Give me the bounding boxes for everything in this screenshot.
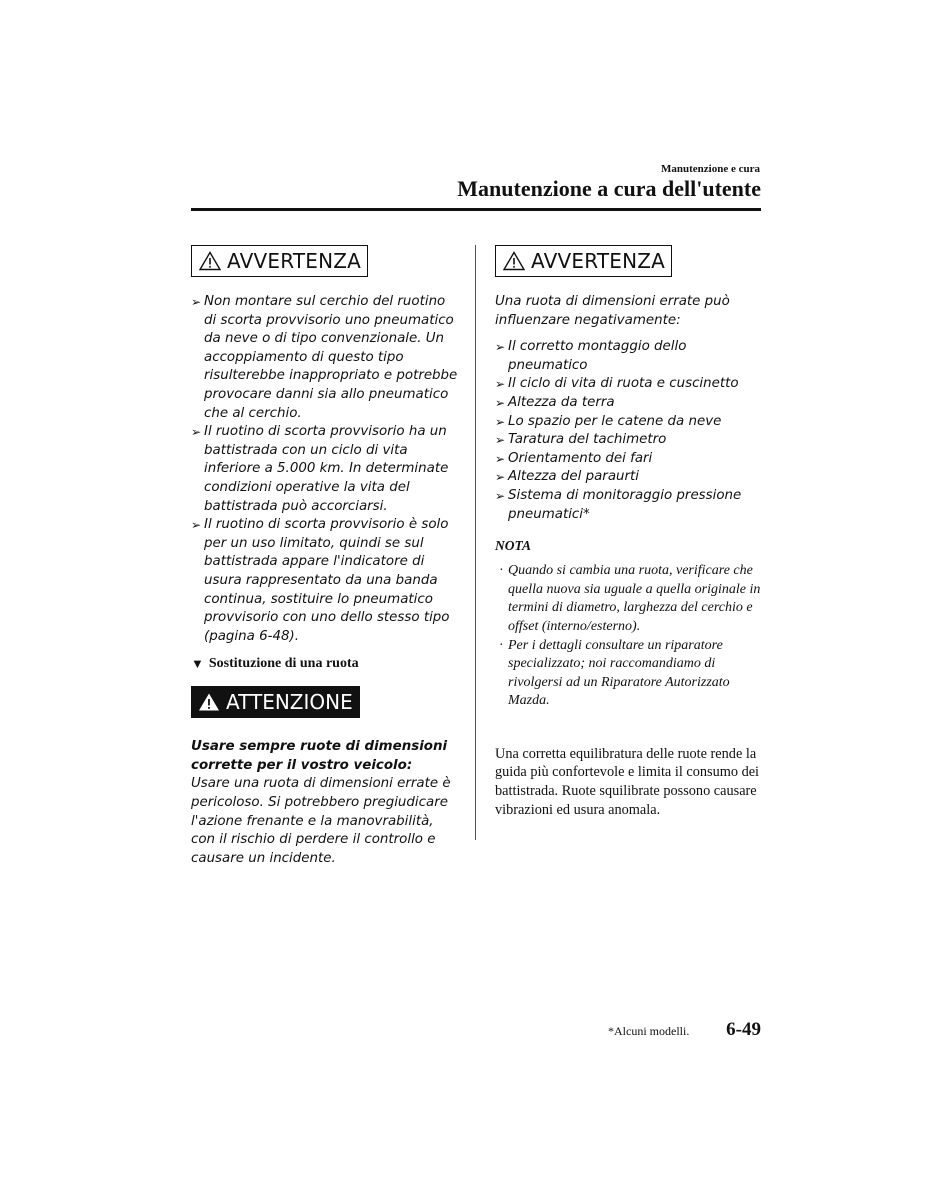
triangle-down-icon: ▼ [191,656,204,672]
caution-heading: Usare sempre ruote di dimensioni corrette per il vostro veicolo: [191,739,448,773]
warning-triangle-icon [199,251,221,271]
list-item: ➢ Altezza da terra [495,394,763,413]
section-label: Manutenzione e cura [661,163,760,175]
list-item: ➢ Orientamento dei fari [495,450,763,469]
arrowhead-bullet-icon: ➢ [495,395,506,410]
list-item: ➢ Il ruotino di scorta provvisorio ha un battistrada con un ciclo di vita inferiore a 5.000 km. In determinate condizioni operative la vita del battistrada può accorciarsi. [191,424,449,514]
list-item: · Per i dettagli consultare un riparatore specializzato; noi raccomandiamo di rivolgersi ad un Riparatore Autorizzato Mazda. [499,637,730,709]
arrowhead-bullet-icon: ➢ [191,518,202,533]
nota-list [495,562,763,711]
warning-box [191,245,368,277]
footnote: *Alcuni modelli. [608,1024,690,1038]
header-rule [191,208,761,211]
arrowhead-bullet-icon: ➢ [495,433,506,448]
arrowhead-bullet-icon: ➢ [191,425,202,440]
column-divider [475,245,476,840]
warning-triangle-icon [503,251,525,271]
list-item: ➢ Lo spazio per le catene da neve [495,413,763,432]
page-number: 6-49 [726,1019,761,1040]
list-item: ➢ Non montare sul cerchio del ruotino di scorta provvisorio uno pneumatico da neve o di tipo convenzionale. Un accoppiamento di questo tipo risulterebbe inappropriato e potrebbe provocare danni sia allo pneumatico che al cerchio. [191,294,458,421]
caution-text: Usare una ruota di dimensioni errate è pericoloso. Si potrebbero pregiudicare l'azione frenante e la manovrabilità, con il rischio di perdere il controllo e causare un incidente. [191,776,451,866]
page-title: Manutenzione a cura dell'utente [457,176,761,201]
left-column [191,245,459,868]
subsection-heading: ▼ Sostituzione di una ruota [191,656,359,672]
list-item: ➢ Altezza del paraurti [495,468,763,487]
warning-label: AVVERTENZA [227,249,362,273]
list-item: ➢ Il ciclo di vita di ruota e cuscinetto [495,375,763,394]
arrowhead-bullet-icon: ➢ [495,488,506,503]
list-item: ➢ Il corretto montaggio dello pneumatico [495,339,687,373]
warning-triangle-icon [198,692,220,712]
arrowhead-bullet-icon: ➢ [495,340,506,355]
warning-intro: Una ruota di dimensioni errate può influenzare negativamente: [495,294,730,328]
dot-bullet-icon: · [499,637,504,653]
list-item: ➢ Taratura del tachimetro [495,431,763,450]
dot-bullet-icon: · [499,563,504,579]
list-item: ➢ Sistema di monitoraggio pressione pneumatici* [495,487,742,522]
warning-label: AVVERTENZA [531,249,666,273]
list-item: · Quando si cambia una ruota, verificare che quella nuova sia uguale a quella originale in termini di diametro, larghezza del cerchio e offset (interno/esterno). [499,563,761,634]
warning-list [191,293,459,646]
right-column [495,245,763,819]
warning-box [495,245,672,277]
list-item: ➢ Il ruotino di scorta provvisorio è solo per un uso limitato, quindi se sul battistrada appare l'indicatore di usura rappresentato da una banda continua, sostituire lo pneumatico provvisorio con uno dello stesso tipo (pagina 6-48). [191,517,450,644]
arrowhead-bullet-icon: ➢ [495,414,506,429]
warning-list [495,338,763,524]
arrowhead-bullet-icon: ➢ [495,470,506,485]
nota-label: NOTA [495,538,532,554]
caution-label: ATTENZIONE [226,690,353,715]
arrowhead-bullet-icon: ➢ [495,377,506,392]
arrowhead-bullet-icon: ➢ [191,295,202,309]
caution-box [191,686,360,718]
body-paragraph: Una corretta equilibratura delle ruote rende la guida più confortevole e limita il consumo dei battistrada. Ruote squilibrate possono causare vibrazioni ed usura anomala. [495,745,760,818]
arrowhead-bullet-icon: ➢ [495,451,506,466]
